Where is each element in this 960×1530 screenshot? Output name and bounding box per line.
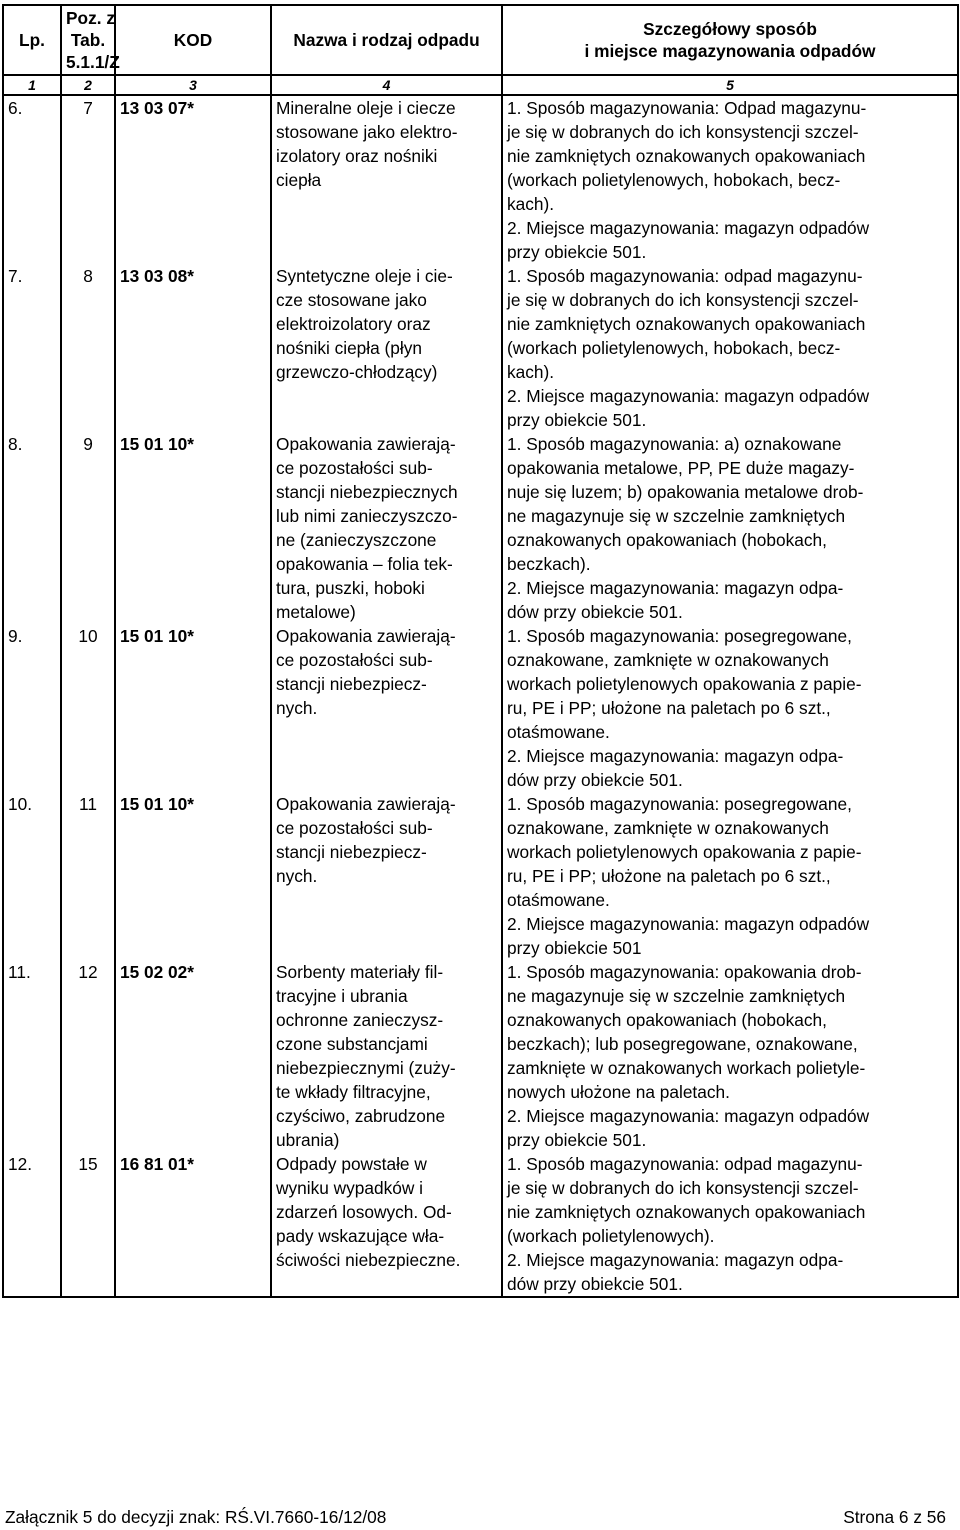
waste-name bbox=[271, 960, 502, 1152]
storage-method bbox=[502, 95, 958, 264]
storage-method-line: 1. Sposób magazynowania: a) oznakowane bbox=[507, 434, 842, 454]
row-number: 7. bbox=[3, 264, 61, 432]
header-lp: Lp. bbox=[3, 5, 61, 75]
waste-name-line: Sorbenty materiały fil- bbox=[276, 962, 444, 982]
waste-name-line: ubrania) bbox=[276, 1130, 340, 1150]
waste-name bbox=[271, 624, 502, 792]
row-number: 8. bbox=[3, 432, 61, 624]
storage-method-line: przy obiekcie 501. bbox=[507, 242, 647, 262]
waste-name-line: Opakowania zawierają- bbox=[276, 794, 456, 814]
row-position: 8 bbox=[61, 264, 115, 432]
storage-method bbox=[502, 792, 958, 960]
storage-method-line: ru, PE i PP; ułożone na paletach po 6 szt., bbox=[507, 866, 831, 886]
header-sposob-line-2: i miejsce magazynowania odpadów bbox=[584, 41, 876, 61]
waste-name bbox=[271, 95, 502, 264]
storage-method-line: przy obiekcie 501. bbox=[507, 1130, 647, 1150]
storage-method-line: nie zamkniętych oznakowanych opakowaniach bbox=[507, 1202, 866, 1222]
waste-name-line: Opakowania zawierają- bbox=[276, 626, 456, 646]
table-row bbox=[3, 960, 958, 1152]
waste-code: 16 81 01* bbox=[115, 1152, 271, 1297]
storage-method-line: dów przy obiekcie 501. bbox=[507, 602, 683, 622]
storage-method bbox=[502, 624, 958, 792]
waste-name-line: tracyjne i ubrania bbox=[276, 986, 408, 1006]
storage-method-line: otaśmowane. bbox=[507, 890, 610, 910]
storage-method-line: 1. Sposób magazynowania: posegregowane, bbox=[507, 794, 852, 814]
storage-method-line: dów przy obiekcie 501. bbox=[507, 770, 683, 790]
waste-name bbox=[271, 264, 502, 432]
storage-method-line: oznakowanych opakowaniach (hobokach, bbox=[507, 1010, 827, 1030]
storage-method-line: kach). bbox=[507, 194, 555, 214]
waste-name-line: zdarzeń losowych. Od- bbox=[276, 1202, 452, 1222]
waste-name-line: Mineralne oleje i ciecze bbox=[276, 98, 456, 118]
waste-name-line: ściwości niebezpieczne. bbox=[276, 1250, 461, 1270]
column-number-5: 5 bbox=[502, 75, 958, 95]
waste-name-line: Odpady powstałe w bbox=[276, 1154, 427, 1174]
waste-name-line: ce pozostałości sub- bbox=[276, 458, 433, 478]
storage-method-line: 1. Sposób magazynowania: odpad magazynu- bbox=[507, 266, 863, 286]
waste-name-line: wyniku wypadków i bbox=[276, 1178, 423, 1198]
waste-name bbox=[271, 432, 502, 624]
storage-method-line: 2. Miejsce magazynowania: magazyn odpadów bbox=[507, 218, 870, 238]
waste-name-line: ciepła bbox=[276, 170, 322, 190]
waste-code: 13 03 07* bbox=[115, 95, 271, 264]
storage-method-line: 2. Miejsce magazynowania: magazyn odpadów bbox=[507, 914, 870, 934]
waste-name-line: ce pozostałości sub- bbox=[276, 650, 433, 670]
header-poz-line-1: Poz. z bbox=[66, 8, 115, 28]
header-nazwa: Nazwa i rodzaj odpadu bbox=[271, 5, 502, 75]
storage-method-line: opakowania metalowe, PP, PE duże magazy- bbox=[507, 458, 855, 478]
table-row bbox=[3, 1152, 958, 1297]
storage-method-line: oznakowane, zamknięte w oznakowanych bbox=[507, 818, 829, 838]
storage-method-line: beczkach). bbox=[507, 554, 591, 574]
waste-name-line: pady wskazujące wła- bbox=[276, 1226, 445, 1246]
storage-method-line: nie zamkniętych oznakowanych opakowaniach bbox=[507, 146, 866, 166]
waste-name-line: czone substancjami bbox=[276, 1034, 428, 1054]
storage-method-line: otaśmowane. bbox=[507, 722, 610, 742]
storage-method-line: przy obiekcie 501 bbox=[507, 938, 642, 958]
row-position: 9 bbox=[61, 432, 115, 624]
storage-method bbox=[502, 960, 958, 1152]
storage-method-line: ru, PE i PP; ułożone na paletach po 6 szt., bbox=[507, 698, 831, 718]
waste-name-line: tura, puszki, hoboki bbox=[276, 578, 425, 598]
waste-name-line: niebezpiecznymi (zuży- bbox=[276, 1058, 456, 1078]
waste-storage-table bbox=[2, 4, 959, 1298]
header-kod: KOD bbox=[115, 5, 271, 75]
storage-method-line: je się w dobranych do ich konsystencji szczel- bbox=[507, 1178, 859, 1198]
storage-method-line: ne magazynuje się w szczelnie zamkniętych bbox=[507, 986, 846, 1006]
header-poz-line-3: 5.1.1/Z bbox=[66, 52, 120, 72]
waste-name-line: metalowe) bbox=[276, 602, 356, 622]
storage-method-line: zamknięte w oznakowanych workach polietyle- bbox=[507, 1058, 866, 1078]
storage-method-line: 1. Sposób magazynowania: Odpad magazynu- bbox=[507, 98, 867, 118]
storage-method-line: je się w dobranych do ich konsystencji szczel- bbox=[507, 290, 859, 310]
row-position: 7 bbox=[61, 95, 115, 264]
row-number: 11. bbox=[3, 960, 61, 1152]
table-row bbox=[3, 264, 958, 432]
row-position: 12 bbox=[61, 960, 115, 1152]
waste-name-line: izolatory oraz nośniki bbox=[276, 146, 438, 166]
waste-name-line: nych. bbox=[276, 698, 318, 718]
waste-name-line: grzewczo-chłodzący) bbox=[276, 362, 438, 382]
table-row bbox=[3, 792, 958, 960]
storage-method-line: przy obiekcie 501. bbox=[507, 410, 647, 430]
waste-name-line: te wkłady filtracyjne, bbox=[276, 1082, 431, 1102]
storage-method-line: nuje się luzem; b) opakowania metalowe drob- bbox=[507, 482, 864, 502]
row-number: 6. bbox=[3, 95, 61, 264]
row-position: 11 bbox=[61, 792, 115, 960]
waste-name-line: stancji niebezpiecznych bbox=[276, 482, 458, 502]
storage-method-line: 2. Miejsce magazynowania: magazyn odpadów bbox=[507, 386, 870, 406]
storage-method-line: 1. Sposób magazynowania: opakowania drob- bbox=[507, 962, 862, 982]
table-header-row bbox=[3, 5, 958, 75]
waste-name-line: nośniki ciepła (płyn bbox=[276, 338, 423, 358]
waste-code: 15 02 02* bbox=[115, 960, 271, 1152]
waste-name-line: elektroizolatory oraz bbox=[276, 314, 431, 334]
storage-method-line: 1. Sposób magazynowania: odpad magazynu- bbox=[507, 1154, 863, 1174]
row-number: 12. bbox=[3, 1152, 61, 1297]
storage-method-line: je się w dobranych do ich konsystencji szczel- bbox=[507, 122, 859, 142]
header-sposob-line-1: Szczegółowy sposób bbox=[643, 19, 817, 39]
column-number-row bbox=[3, 75, 958, 95]
storage-method-line: beczkach); lub posegregowane, oznakowane, bbox=[507, 1034, 858, 1054]
storage-method bbox=[502, 432, 958, 624]
storage-method-line: 2. Miejsce magazynowania: magazyn odpa- bbox=[507, 1250, 844, 1270]
storage-method-line: (workach polietylenowych, hobokach, becz- bbox=[507, 170, 841, 190]
waste-name-line: Opakowania zawierają- bbox=[276, 434, 456, 454]
waste-name-line: opakowania – folia tek- bbox=[276, 554, 453, 574]
waste-name-line: nych. bbox=[276, 866, 318, 886]
storage-method-line: nowych ułożone na paletach. bbox=[507, 1082, 730, 1102]
storage-method-line: 2. Miejsce magazynowania: magazyn odpadów bbox=[507, 1106, 870, 1126]
storage-method-line: 1. Sposób magazynowania: posegregowane, bbox=[507, 626, 852, 646]
storage-method-line: (workach polietylenowych). bbox=[507, 1226, 715, 1246]
header-sposob bbox=[502, 5, 958, 75]
storage-method-line: oznakowane, zamknięte w oznakowanych bbox=[507, 650, 829, 670]
storage-method-line: nie zamkniętych oznakowanych opakowaniach bbox=[507, 314, 866, 334]
storage-method-line: workach polietylenowych opakowania z papie- bbox=[507, 674, 862, 694]
waste-name-line: lub nimi zanieczyszczo- bbox=[276, 506, 458, 526]
storage-method-line: ne magazynuje się w szczelnie zamkniętych bbox=[507, 506, 846, 526]
column-number-3: 3 bbox=[115, 75, 271, 95]
waste-name-line: cze stosowane jako bbox=[276, 290, 427, 310]
storage-method-line: (workach polietylenowych, hobokach, becz- bbox=[507, 338, 841, 358]
waste-name bbox=[271, 792, 502, 960]
table-row bbox=[3, 432, 958, 624]
column-number-1: 1 bbox=[3, 75, 61, 95]
waste-name-line: stancji niebezpiecz- bbox=[276, 842, 427, 862]
footer-reference: Załącznik 5 do decyzji znak: RŚ.VI.7660-16/12/08 bbox=[5, 1507, 387, 1527]
row-number: 9. bbox=[3, 624, 61, 792]
row-position: 15 bbox=[61, 1152, 115, 1297]
storage-method-line: workach polietylenowych opakowania z papie- bbox=[507, 842, 862, 862]
storage-method-line: kach). bbox=[507, 362, 555, 382]
storage-method bbox=[502, 1152, 958, 1297]
table-row bbox=[3, 95, 958, 264]
storage-method-line: 2. Miejsce magazynowania: magazyn odpa- bbox=[507, 578, 844, 598]
storage-method-line: 2. Miejsce magazynowania: magazyn odpa- bbox=[507, 746, 844, 766]
waste-name-line: ne (zanieczyszczone bbox=[276, 530, 437, 550]
waste-name-line: stancji niebezpiecz- bbox=[276, 674, 427, 694]
waste-code: 15 01 10* bbox=[115, 432, 271, 624]
column-number-4: 4 bbox=[271, 75, 502, 95]
row-number: 10. bbox=[3, 792, 61, 960]
waste-name-line: ochronne zanieczysz- bbox=[276, 1010, 444, 1030]
waste-name-line: czyściwo, zabrudzone bbox=[276, 1106, 446, 1126]
column-number-2: 2 bbox=[61, 75, 115, 95]
waste-code: 15 01 10* bbox=[115, 792, 271, 960]
waste-name-line: stosowane jako elektro- bbox=[276, 122, 458, 142]
storage-method bbox=[502, 264, 958, 432]
waste-name bbox=[271, 1152, 502, 1297]
waste-name-line: ce pozostałości sub- bbox=[276, 818, 433, 838]
storage-method-line: dów przy obiekcie 501. bbox=[507, 1274, 683, 1294]
waste-code: 13 03 08* bbox=[115, 264, 271, 432]
storage-method-line: oznakowanych opakowaniach (hobokach, bbox=[507, 530, 827, 550]
header-poz-line-2: Tab. bbox=[70, 30, 106, 50]
row-position: 10 bbox=[61, 624, 115, 792]
header-poz bbox=[61, 5, 120, 75]
table-row bbox=[3, 624, 958, 792]
waste-name-line: Syntetyczne oleje i cie- bbox=[276, 266, 453, 286]
waste-code: 15 01 10* bbox=[115, 624, 271, 792]
table-body bbox=[3, 95, 958, 1297]
footer-page-number: Strona 6 z 56 bbox=[843, 1507, 946, 1527]
